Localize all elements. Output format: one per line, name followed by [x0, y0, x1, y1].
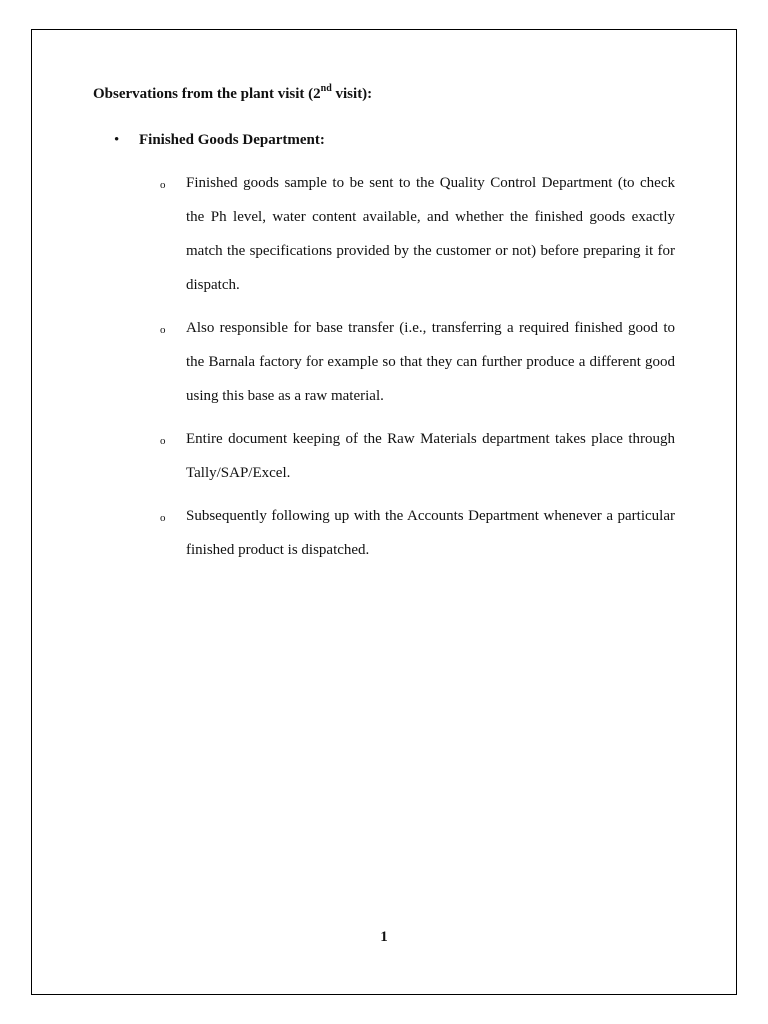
sub-bullet-list	[160, 166, 675, 576]
section-heading	[114, 132, 325, 149]
list-item	[160, 166, 675, 302]
heading-text: Observations from the plant visit (2	[93, 86, 321, 102]
sub-bullet-marker: o	[160, 324, 166, 336]
list-item	[160, 499, 675, 567]
page-heading	[93, 83, 373, 103]
list-item-text: Also responsible for base transfer (i.e., transferring a required finished good to the Barnala factory for example so that they can further produce a different good using this base as a raw material.	[186, 320, 675, 404]
bullet-marker: •	[114, 132, 120, 148]
list-item-text: Subsequently following up with the Accounts Department whenever a particular finished product is dispatched.	[186, 508, 675, 558]
sub-bullet-marker: o	[160, 435, 166, 447]
heading-superscript: nd	[320, 83, 332, 94]
list-item	[160, 311, 675, 413]
list-item	[160, 422, 675, 490]
heading-text-end: visit):	[331, 86, 373, 102]
list-item-text: Finished goods sample to be sent to the Quality Control Department (to check the Ph level, water content available, and whether the finished goods exactly match the specifications provided by the customer or not) before preparing it for dispatch.	[186, 175, 675, 293]
page-number: 1	[380, 929, 388, 945]
section-title: Finished Goods Department:	[139, 132, 325, 148]
list-item-text: Entire document keeping of the Raw Materials department takes place through Tally/SAP/Excel.	[186, 431, 675, 481]
sub-bullet-marker: o	[160, 179, 166, 191]
sub-bullet-marker: o	[160, 512, 166, 524]
